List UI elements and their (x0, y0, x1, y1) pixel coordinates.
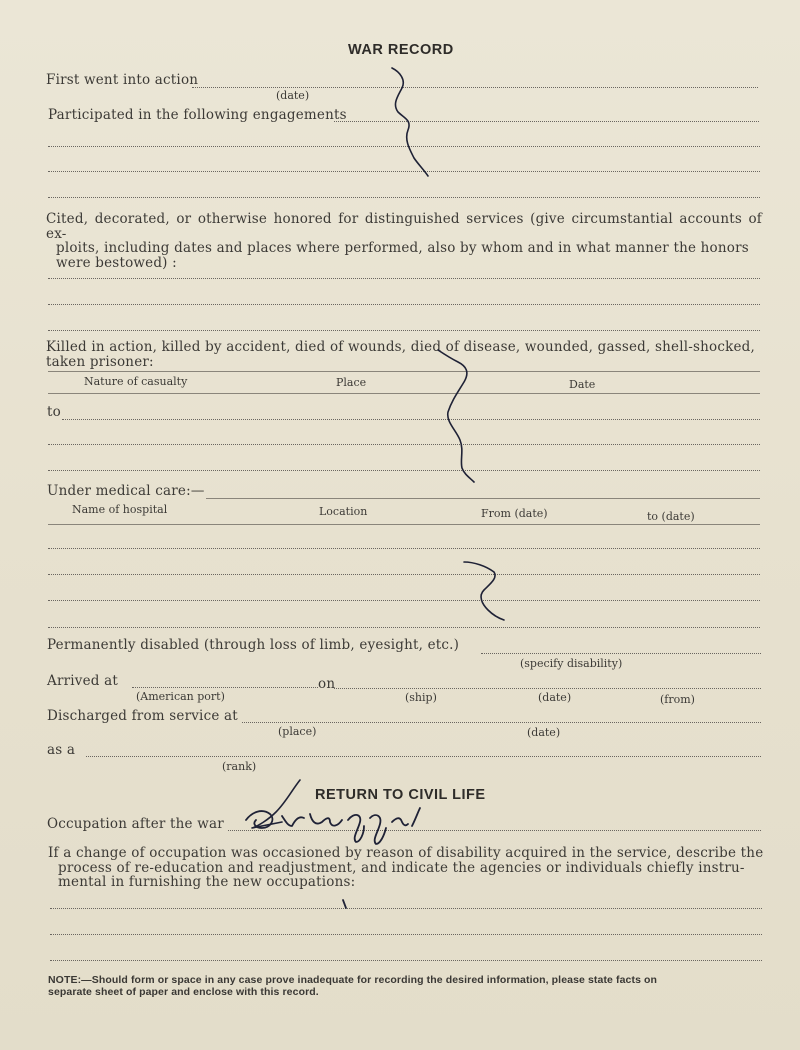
medical-bracket-mark (464, 562, 504, 620)
engagements-bracket-mark (392, 68, 428, 176)
discharged-place-caption: (place) (278, 725, 317, 738)
arrived-on-label: on (318, 676, 336, 692)
civil-life-heading: RETURN TO CIVIL LIFE (315, 787, 486, 803)
disabled-label: Permanently disabled (through loss of limb, eyesight, etc.) (47, 637, 460, 653)
change-line-2: process of re-education and readjustment, and indicate the agencies or individuals chiefly instru- (58, 859, 745, 876)
arrived-port-caption: (American port) (136, 690, 225, 703)
occupation-tick-mark (343, 900, 346, 908)
casualty-line-2: taken prisoner: (46, 353, 154, 370)
first-action-date-caption: (date) (276, 89, 310, 102)
arrived-from-caption: (from) (660, 693, 695, 706)
first-action-label: First went into action (46, 72, 199, 88)
discharged-date-caption: (date) (527, 726, 561, 739)
discharged-label: Discharged from service at (47, 708, 238, 724)
casualty-line-1: Killed in action, killed by accident, died of wounds, died of disease, wounded, gassed, shell-shocked, (46, 339, 756, 355)
medical-label: Under medical care:— (47, 483, 205, 499)
medical-col-to: to (date) (647, 510, 695, 523)
as-a-label: as a (47, 742, 76, 758)
arrived-label: Arrived at (47, 673, 118, 689)
footnote-line-2: separate sheet of paper and enclose with this record. (48, 986, 319, 998)
medical-col-location: Location (319, 505, 368, 518)
disabled-caption: (specify disability) (520, 657, 623, 670)
druggist-handwriting (246, 808, 420, 844)
cited-line-1: Cited, decorated, or otherwise honored for distinguished services (give circumstantial accounts of ex- (46, 211, 762, 242)
engagements-label: Participated in the following engagements (48, 107, 347, 123)
casualty-col-nature: Nature of casualty (84, 375, 188, 388)
arrived-date-caption: (date) (538, 691, 572, 704)
form-title: WAR RECORD (348, 42, 454, 58)
medical-col-hospital: Name of hospital (72, 503, 168, 516)
arrived-ship-caption: (ship) (405, 691, 437, 704)
occupation-label: Occupation after the war (47, 816, 224, 832)
casualty-col-place: Place (336, 376, 367, 389)
casualty-col-date: Date (569, 378, 596, 391)
rank-caption: (rank) (222, 760, 257, 773)
change-line-1: If a change of occupation was occasioned by reason of disability acquired in the service, describe the (48, 845, 764, 861)
medical-col-from: From (date) (481, 507, 548, 520)
change-line-3: mental in furnishing the new occupations: (58, 874, 356, 890)
casualty-bracket-mark (438, 350, 474, 482)
civil-life-mark (252, 780, 300, 828)
footnote-line-1: NOTE:—Should form or space in any case prove inadequate for recording the desired information, please state facts on (48, 974, 658, 986)
cited-line-2: ploits, including dates and places where performed, also by whom and in what manner the honors (56, 240, 749, 256)
casualty-to-label: to (47, 404, 61, 420)
cited-line-3: were bestowed) : (56, 254, 177, 271)
